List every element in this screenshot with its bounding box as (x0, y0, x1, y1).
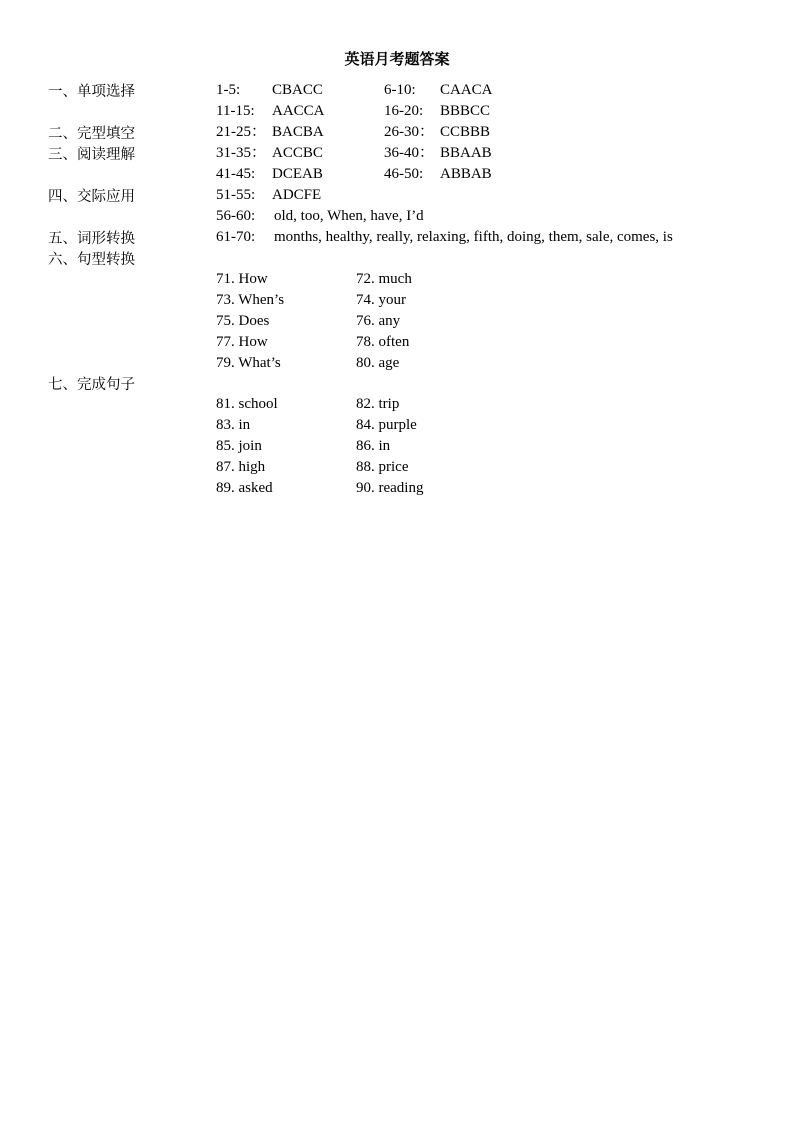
answer-item: 80. age (356, 355, 400, 371)
group-range: 41-45: (216, 166, 256, 182)
group-answer: ACCBC (272, 145, 323, 161)
section-label-complete-sentences: 七、完成句子 (48, 377, 135, 393)
answer-item: 86. in (356, 438, 391, 454)
group-answer: CBACC (272, 82, 323, 98)
section-label-cloze: 二、完型填空 (48, 126, 135, 142)
group-range: 31-35： (216, 145, 266, 161)
group-answer: ABBAB (440, 166, 492, 182)
group-range: 1-5: (216, 82, 241, 98)
section-label-single-choice: 一、单项选择 (48, 84, 135, 100)
section-label-reading: 三、阅读理解 (48, 147, 135, 163)
answer-item: 84. purple (356, 417, 417, 433)
answer-item: 78. often (356, 334, 410, 350)
answer-item: 82. trip (356, 396, 400, 412)
group-answer: AACCA (272, 103, 325, 119)
group-answer: CCBBB (440, 124, 491, 140)
answer-item: 88. price (356, 459, 409, 475)
group-answer: months, healthy, really, relaxing, fifth, doing, them, sale, comes, is (274, 229, 673, 245)
group-range: 61-70: (216, 229, 256, 245)
group-answer: CAACA (440, 82, 493, 98)
answer-item: 73. When’s (216, 292, 285, 308)
group-range: 26-30： (384, 124, 434, 140)
group-range: 21-25： (216, 124, 266, 140)
answer-item: 77. How (216, 334, 268, 350)
section-label-communication: 四、交际应用 (48, 189, 135, 205)
group-range: 56-60: (216, 208, 256, 224)
answer-item: 79. What’s (216, 355, 281, 371)
answer-item: 89. asked (216, 480, 273, 496)
answer-item: 83. in (216, 417, 251, 433)
answer-item: 90. reading (356, 480, 424, 496)
answer-item: 87. high (216, 459, 266, 475)
group-range: 16-20: (384, 103, 424, 119)
group-range: 6-10: (384, 82, 416, 98)
group-answer: BBAAB (440, 145, 492, 161)
answer-item: 81. school (216, 396, 278, 412)
group-answer: BBBCC (440, 103, 491, 119)
answer-item: 72. much (356, 271, 412, 287)
group-range: 36-40： (384, 145, 434, 161)
group-answer: old, too, When, have, I’d (274, 208, 424, 224)
group-answer: BACBA (272, 124, 324, 140)
answer-item: 74. your (356, 292, 406, 308)
answer-item: 76. any (356, 313, 401, 329)
group-range: 11-15: (216, 103, 255, 119)
group-range: 46-50: (384, 166, 424, 182)
answer-item: 71. How (216, 271, 268, 287)
group-answer: ADCFE (272, 187, 322, 203)
answer-item: 75. Does (216, 313, 270, 329)
section-label-word-forms: 五、词形转换 (48, 231, 135, 247)
page-title: 英语月考题答案 (344, 50, 450, 68)
section-label-sentence-transform: 六、句型转换 (48, 252, 135, 268)
group-answer: DCEAB (272, 166, 323, 182)
answer-item: 85. join (216, 438, 262, 454)
group-range: 51-55: (216, 187, 256, 203)
